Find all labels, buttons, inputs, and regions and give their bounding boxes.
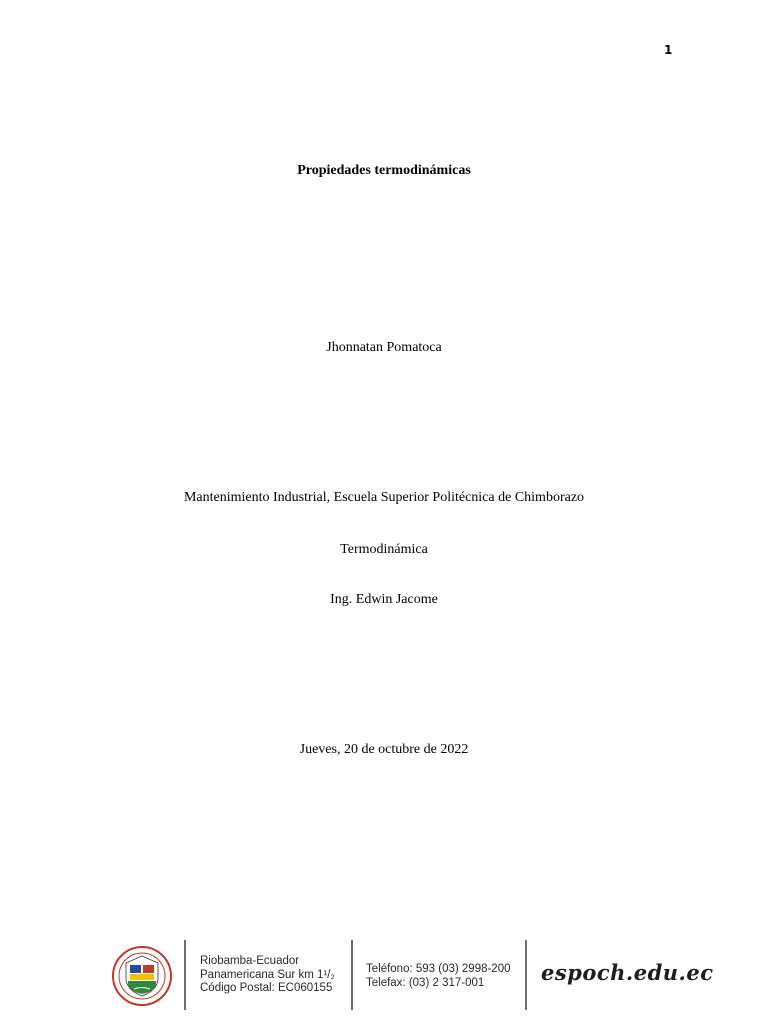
due-date: Jueves, 20 de octubre de 2022: [299, 742, 469, 757]
author-name: Jhonnatan Pomatoca: [326, 340, 442, 355]
address-postal-code: Código Postal: EC060155: [200, 982, 333, 994]
page-footer: [108, 938, 714, 1010]
institutional-affiliation: Mantenimiento Industrial, Escuela Superior Politécnica de Chimborazo: [183, 490, 585, 505]
footer-divider: [184, 940, 186, 1010]
footer-contact: [366, 963, 511, 990]
footer-divider: [351, 940, 353, 1010]
address-street: Panamericana Sur km 1¹/₂: [200, 968, 335, 981]
espoch-seal-logo: [112, 946, 172, 1006]
page-number: 1: [664, 43, 673, 57]
instructor-name: Ing. Edwin Jacome: [330, 592, 438, 607]
website-address: espoch.edu.ec: [541, 960, 714, 985]
phone-number: Teléfono: 593 (03) 2998-200: [366, 963, 511, 975]
footer-address: [200, 955, 335, 996]
footer-divider: [525, 940, 527, 1010]
fax-number: Telefax: (03) 2 317-001: [366, 976, 485, 989]
course-name: Termodinámica: [340, 542, 428, 557]
document-title: Propiedades termodinámicas: [297, 163, 471, 178]
address-city: Riobamba-Ecuador: [200, 955, 300, 967]
